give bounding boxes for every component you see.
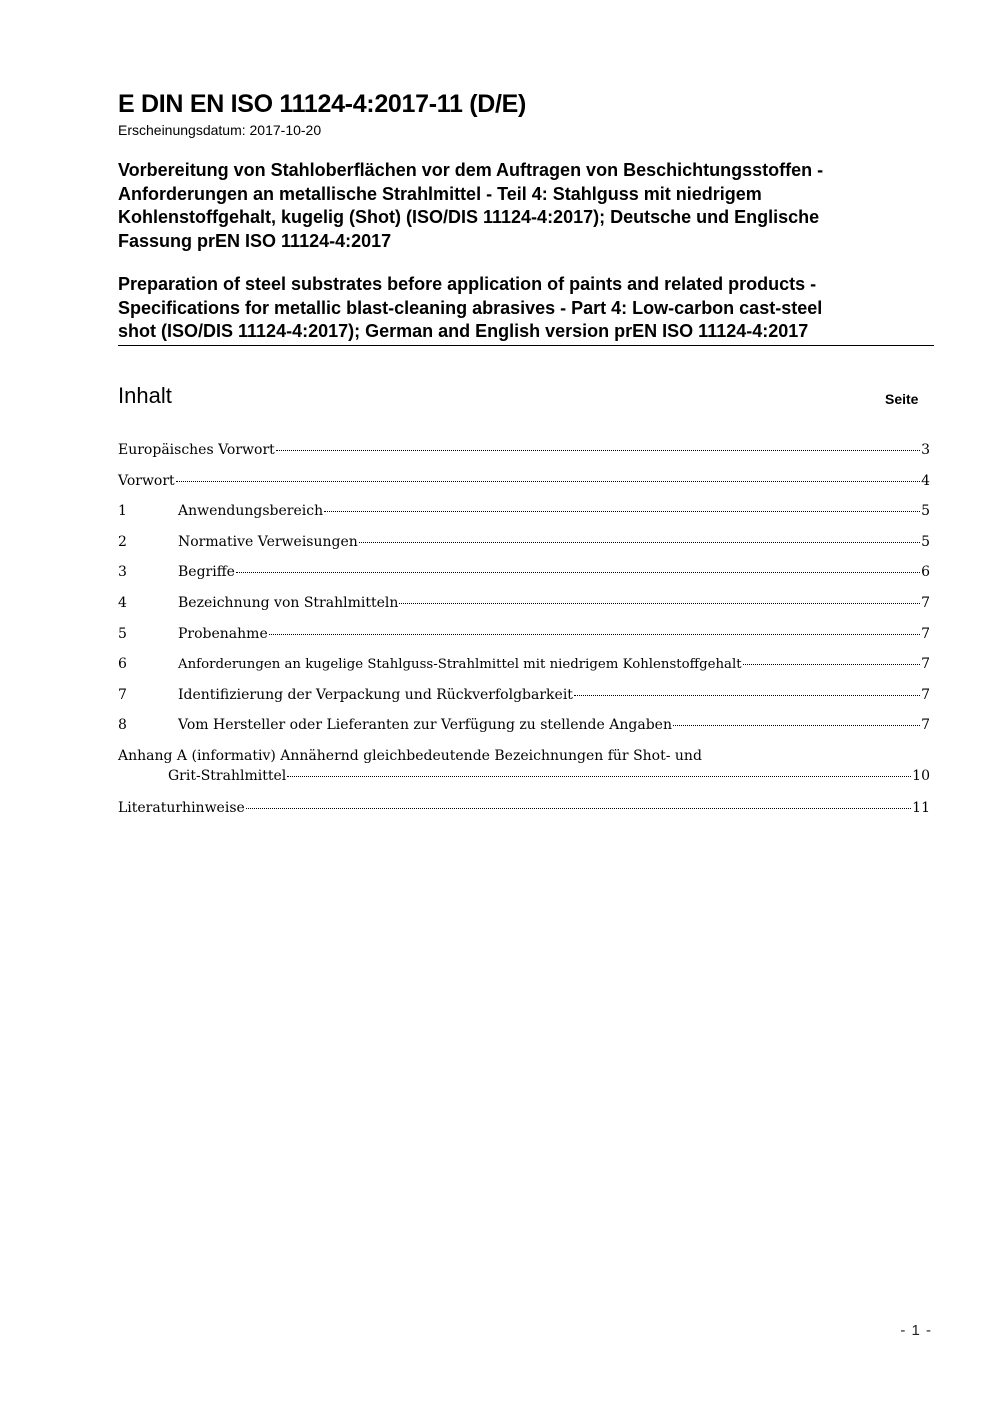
toc-entry-label: Probenahme [178, 625, 268, 642]
toc-entry-page: 7 [921, 656, 930, 673]
toc-entry-foreword[interactable] [118, 471, 930, 502]
toc-entry-page: 6 [921, 564, 930, 581]
toc-entry-number: 6 [118, 656, 127, 673]
toc-entry-number: 5 [118, 625, 127, 642]
toc-leader-dots [269, 621, 920, 635]
toc-entry-section-5[interactable] [118, 624, 930, 655]
toc-leader-dots [276, 437, 920, 451]
toc-leader-dots [399, 590, 920, 604]
toc-entry-section-4[interactable] [118, 593, 930, 624]
page-number: - 1 - [900, 1322, 932, 1339]
toc-leader-dots [236, 559, 920, 573]
document-number: E DIN EN ISO 11124-4:2017-11 (D/E) [118, 90, 527, 118]
toc-entry-label: Vorwort [118, 472, 175, 489]
toc-entry-label: Anforderungen an kugelige Stahlguss-Strahlmittel mit niedrigem Kohlenstoffgehalt [178, 657, 742, 673]
toc-entry-label: Bezeichnung von Strahlmitteln [178, 594, 399, 611]
toc-entry-annex-a[interactable] [118, 746, 930, 798]
toc-leader-dots [359, 529, 920, 543]
toc-entry-section-6[interactable] [118, 654, 930, 685]
toc-entry-number: 8 [118, 717, 127, 734]
toc-entry-page: 7 [921, 717, 930, 734]
title-german-line: Kohlenstoffgehalt, kugelig (Shot) (ISO/DIS 11124-4:2017); Deutsche und Englische [118, 207, 820, 227]
toc-entry-page: 10 [912, 767, 930, 784]
toc-leader-dots [287, 763, 911, 777]
toc-entry-page: 11 [912, 799, 930, 816]
title-german [118, 159, 938, 253]
toc-entry-section-8[interactable] [118, 715, 930, 746]
toc-entry-page: 7 [921, 594, 930, 611]
toc-entry-label: Begriffe [178, 564, 235, 581]
title-english-line: Preparation of steel substrates before application of paints and related products - [118, 274, 817, 294]
toc-entry-bibliography[interactable] [118, 798, 930, 829]
toc-leader-dots [324, 498, 920, 512]
toc-leader-dots [246, 795, 911, 809]
toc-entry-page: 7 [921, 625, 930, 642]
toc-entry-number: 3 [118, 564, 127, 581]
toc-page-column-label: Seite [885, 391, 919, 407]
title-german-line: Vorbereitung von Stahloberflächen vor dem Auftragen von Beschichtungsstoffen - [118, 160, 824, 180]
toc-annex-title-continued: Grit-Strahlmittel [168, 767, 287, 784]
toc-entry-number: 4 [118, 594, 127, 611]
title-german-line: Fassung prEN ISO 11124-4:2017 [118, 230, 392, 251]
toc-entry-section-7[interactable] [118, 685, 930, 716]
toc-annex-title: Anhang A (informativ) Annähernd gleichbedeutende Bezeichnungen für Shot- und [118, 747, 702, 764]
toc-entry-section-2[interactable] [118, 532, 930, 563]
title-divider [118, 345, 934, 346]
toc-entry-label: Anwendungsbereich [178, 503, 324, 520]
toc-entry-label: Identifizierung der Verpackung und Rückverfolgbarkeit [178, 686, 573, 703]
publication-date: Erscheinungsdatum: 2017-10-20 [118, 122, 322, 138]
title-english [118, 273, 938, 344]
toc-leader-dots [176, 468, 920, 482]
toc-entry-number: 7 [118, 686, 127, 703]
toc-entry-section-1[interactable] [118, 501, 930, 532]
title-english-line: Specifications for metallic blast-cleaning abrasives - Part 4: Low-carbon cast-steel [118, 297, 823, 318]
toc-entry-page: 5 [921, 533, 930, 550]
toc-entry-number: 2 [118, 533, 127, 550]
toc-entry-label: Vom Hersteller oder Lieferanten zur Verfügung zu stellende Angaben [178, 717, 672, 734]
toc-entry-label: Europäisches Vorwort [118, 442, 275, 458]
toc-entry-section-3[interactable] [118, 562, 930, 593]
toc-heading: Inhalt [118, 383, 172, 408]
title-german-line: Anforderungen an metallische Strahlmittel - Teil 4: Stahlguss mit niedrigem [118, 183, 762, 204]
toc-entry-page: 7 [921, 686, 930, 703]
toc-leader-dots [574, 682, 920, 696]
toc-entry-european-foreword[interactable] [118, 440, 930, 471]
toc-entry-number: 1 [118, 503, 127, 520]
toc-entry-label: Normative Verweisungen [178, 533, 358, 550]
toc-entry-page: 4 [921, 472, 930, 489]
toc-entry-page: 5 [921, 503, 930, 520]
toc-leader-dots [743, 651, 921, 665]
toc-leader-dots [673, 712, 920, 726]
table-of-contents [118, 440, 930, 829]
toc-entry-page: 3 [921, 442, 930, 458]
toc-entry-label: Literaturhinweise [118, 799, 245, 816]
title-english-line: shot (ISO/DIS 11124-4:2017); German and English version prEN ISO 11124-4:2017 [118, 321, 809, 341]
